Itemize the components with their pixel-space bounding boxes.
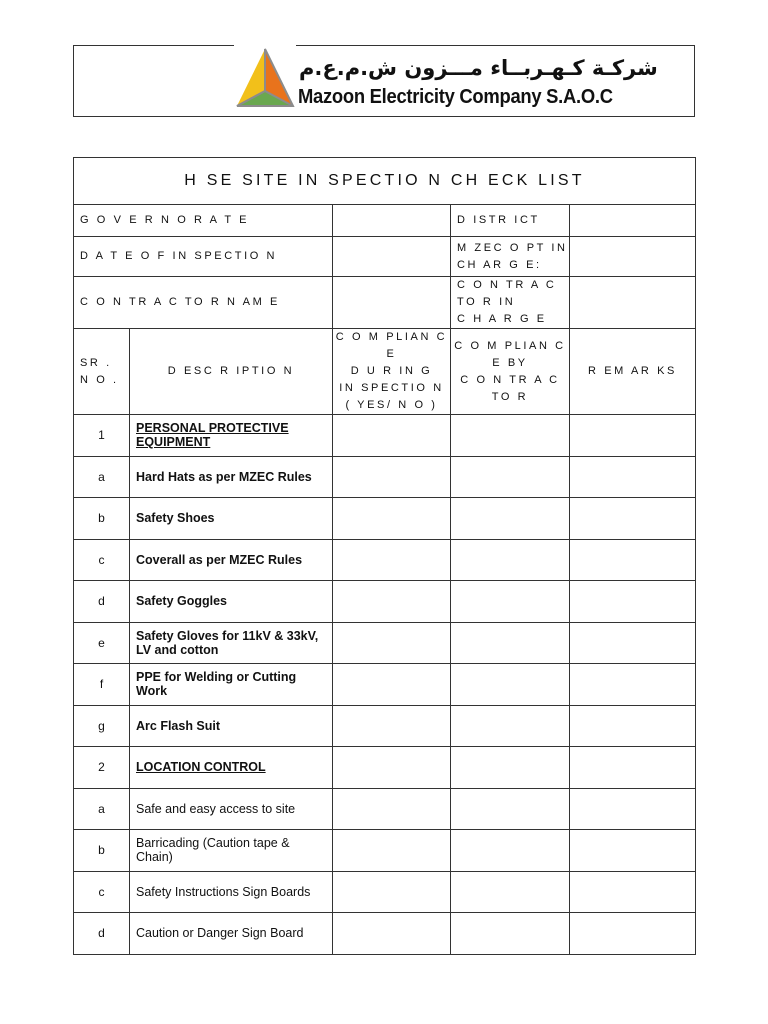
remarks-cell[interactable]: [570, 664, 696, 706]
row-sr-no: b: [74, 830, 130, 872]
compliance-contractor-cell[interactable]: [451, 705, 570, 747]
compliance-contractor-cell[interactable]: [451, 581, 570, 623]
district-value-cell[interactable]: [570, 205, 696, 237]
row-sr-no: a: [74, 456, 130, 498]
contractor-in-charge-value-cell[interactable]: [570, 277, 696, 329]
compliance-contractor-cell[interactable]: [451, 747, 570, 789]
row-description: Safety Instructions Sign Boards: [130, 871, 333, 913]
compliance-contractor-cell[interactable]: [451, 539, 570, 581]
compliance-contractor-cell[interactable]: [451, 498, 570, 540]
remarks-cell[interactable]: [570, 788, 696, 830]
sr-no-header: SR . N O .: [74, 329, 130, 415]
description-header: D ESC R IPTIO N: [130, 329, 333, 415]
inspection-checklist-table: [73, 157, 696, 955]
compliance-inspection-cell[interactable]: [333, 581, 451, 623]
date-of-inspection-value-cell[interactable]: [333, 237, 451, 277]
row-sr-no: 2: [74, 747, 130, 789]
table-row: [74, 498, 696, 540]
company-name-english: Mazoon Electricity Company S.A.O.C: [298, 86, 613, 108]
remarks-cell[interactable]: [570, 747, 696, 789]
remarks-cell[interactable]: [570, 622, 696, 664]
row-sr-no: c: [74, 871, 130, 913]
compliance-contractor-cell[interactable]: [451, 913, 570, 955]
table-row: [74, 539, 696, 581]
remarks-cell[interactable]: [570, 871, 696, 913]
table-row: [74, 913, 696, 955]
row-sr-no: b: [74, 498, 130, 540]
compliance-inspection-cell[interactable]: [333, 664, 451, 706]
row-description: LOCATION CONTROL: [130, 747, 333, 789]
row-sr-no: a: [74, 788, 130, 830]
row-sr-no: d: [74, 581, 130, 623]
remarks-header: R EM AR KS: [570, 329, 696, 415]
row-description: Hard Hats as per MZEC Rules: [130, 456, 333, 498]
checklist-title: H SE SITE IN SPECTIO N CH ECK LIST: [74, 158, 696, 205]
compliance-contractor-cell[interactable]: [451, 830, 570, 872]
remarks-cell[interactable]: [570, 581, 696, 623]
table-row: [74, 747, 696, 789]
row-sr-no: d: [74, 913, 130, 955]
mzec-opt-in-charge-value-cell[interactable]: [570, 237, 696, 277]
row-description: Barricading (Caution tape & Chain): [130, 830, 333, 872]
mzec-opt-in-charge-label: M ZEC O PT IN CH AR G E:: [451, 237, 570, 277]
date-of-inspection-label: D A T E O F IN SPECTIO N: [74, 237, 333, 277]
governorate-label: G O V E R N O R A T E: [74, 205, 333, 237]
compliance-inspection-cell[interactable]: [333, 539, 451, 581]
row-description: Caution or Danger Sign Board: [130, 913, 333, 955]
table-row: [74, 415, 696, 457]
compliance-contractor-cell[interactable]: [451, 456, 570, 498]
contractor-in-charge-label: C O N TR A C TO R IN C H A R G E: [451, 277, 570, 329]
remarks-cell[interactable]: [570, 913, 696, 955]
row-sr-no: 1: [74, 415, 130, 457]
remarks-cell[interactable]: [570, 705, 696, 747]
compliance-during-inspection-header: C O M PLIAN C E D U R IN G IN SPECTIO N ( YES/ N O ): [333, 329, 451, 415]
table-row: [74, 622, 696, 664]
compliance-inspection-cell[interactable]: [333, 415, 451, 457]
compliance-inspection-cell[interactable]: [333, 788, 451, 830]
compliance-inspection-cell[interactable]: [333, 705, 451, 747]
compliance-contractor-cell[interactable]: [451, 622, 570, 664]
compliance-inspection-cell[interactable]: [333, 830, 451, 872]
compliance-inspection-cell[interactable]: [333, 622, 451, 664]
table-row: [74, 705, 696, 747]
remarks-cell[interactable]: [570, 415, 696, 457]
compliance-inspection-cell[interactable]: [333, 913, 451, 955]
row-description: Safety Gloves for 11kV & 33kV, LV and cotton: [130, 622, 333, 664]
table-row: [74, 581, 696, 623]
remarks-cell[interactable]: [570, 539, 696, 581]
table-row: [74, 788, 696, 830]
contractor-name-value-cell[interactable]: [333, 277, 451, 329]
compliance-inspection-cell[interactable]: [333, 498, 451, 540]
row-description: PPE for Welding or Cutting Work: [130, 664, 333, 706]
compliance-contractor-cell[interactable]: [451, 788, 570, 830]
row-description: Safety Goggles: [130, 581, 333, 623]
row-sr-no: e: [74, 622, 130, 664]
row-description: PERSONAL PROTECTIVE EQUIPMENT: [130, 415, 333, 457]
table-row: [74, 830, 696, 872]
remarks-cell[interactable]: [570, 830, 696, 872]
compliance-by-contractor-header: C O M PLIAN C E BY C O N TR A C TO R: [451, 329, 570, 415]
compliance-contractor-cell[interactable]: [451, 415, 570, 457]
row-sr-no: c: [74, 539, 130, 581]
table-row: [74, 664, 696, 706]
row-description: Coverall as per MZEC Rules: [130, 539, 333, 581]
remarks-cell[interactable]: [570, 456, 696, 498]
row-sr-no: f: [74, 664, 130, 706]
compliance-contractor-cell[interactable]: [451, 871, 570, 913]
district-label: D ISTR ICT: [451, 205, 570, 237]
row-description: Arc Flash Suit: [130, 705, 333, 747]
company-header: [73, 45, 695, 117]
contractor-name-label: C O N TR A C TO R N AM E: [74, 277, 333, 329]
compliance-inspection-cell[interactable]: [333, 747, 451, 789]
triangle-pyramid-logo-icon: [234, 46, 296, 112]
governorate-value-cell[interactable]: [333, 205, 451, 237]
company-name-arabic: شركـة كـهـربــاء مـــزون ش.م.ع.م: [299, 56, 658, 80]
remarks-cell[interactable]: [570, 498, 696, 540]
table-row: [74, 871, 696, 913]
row-description: Safe and easy access to site: [130, 788, 333, 830]
compliance-contractor-cell[interactable]: [451, 664, 570, 706]
compliance-inspection-cell[interactable]: [333, 456, 451, 498]
row-description: Safety Shoes: [130, 498, 333, 540]
table-row: [74, 456, 696, 498]
compliance-inspection-cell[interactable]: [333, 871, 451, 913]
row-sr-no: g: [74, 705, 130, 747]
